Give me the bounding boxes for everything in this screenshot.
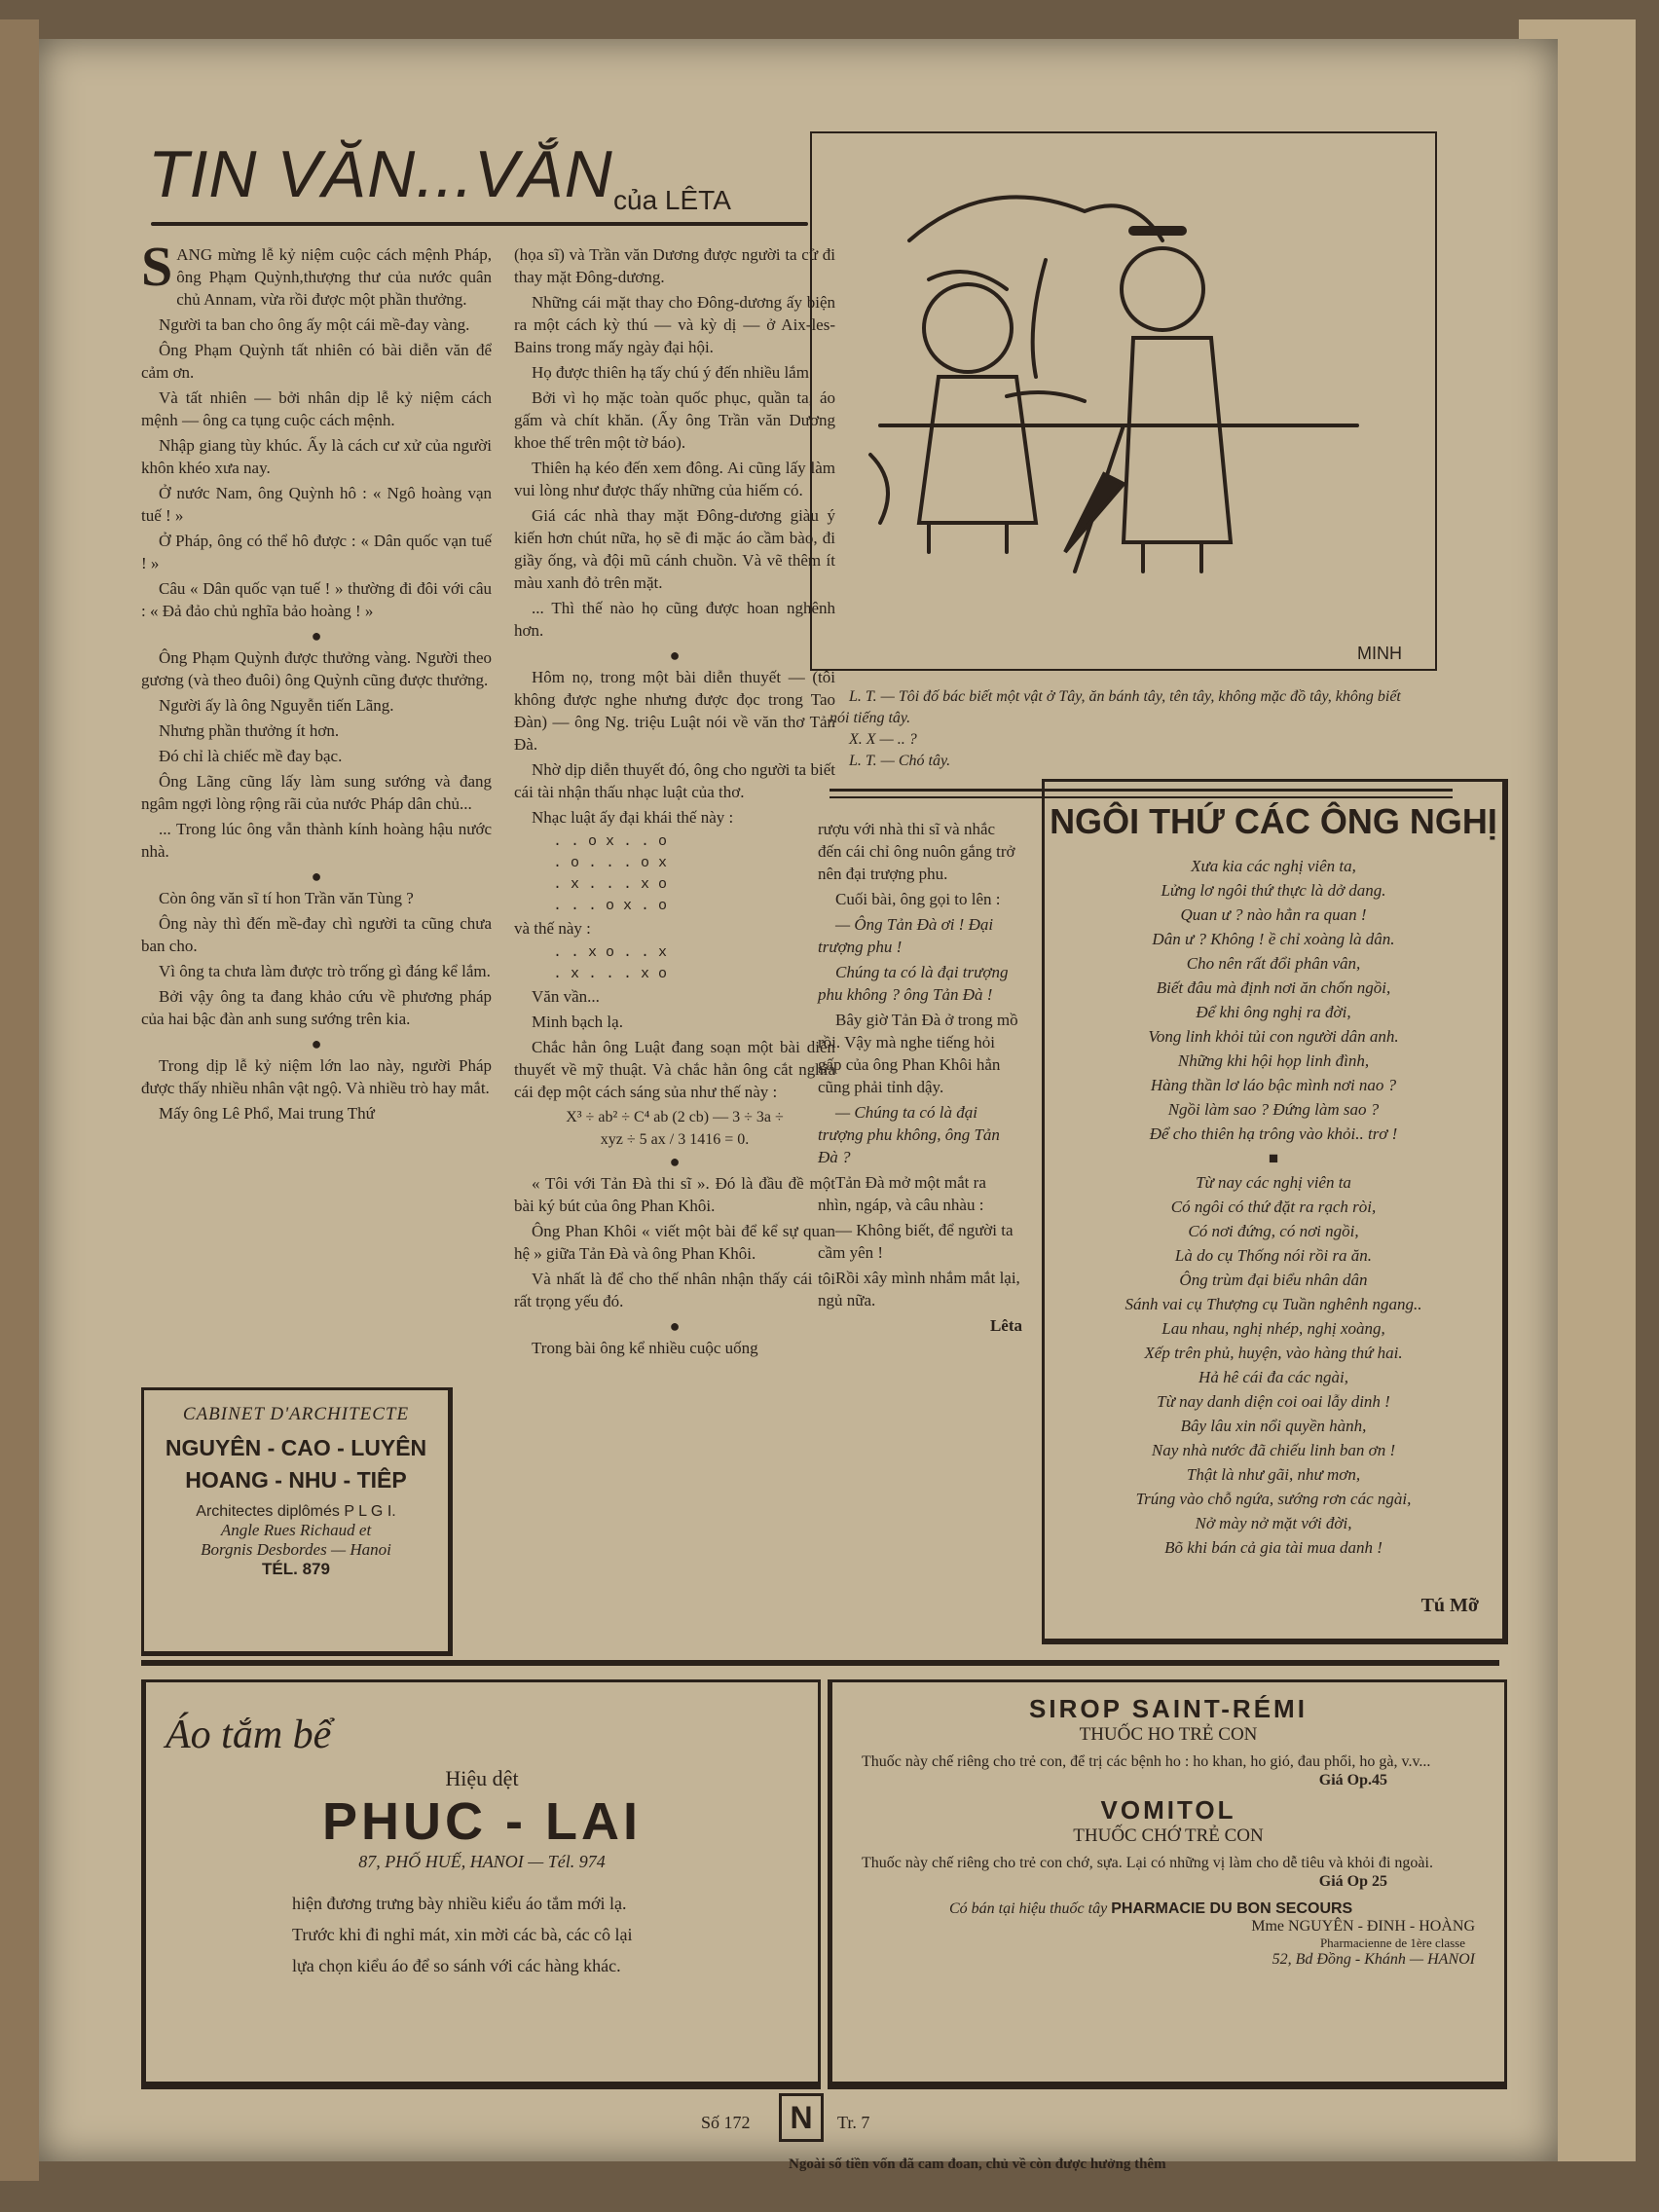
paragraph: và thế này : [514,919,591,938]
poem-line: Trúng vào chỗ ngứa, sướng rơn các ngài, [1135,1490,1412,1508]
paragraph: Ông Phạm Quỳnh tất nhiên có bài diễn văn để cảm ơn. [141,341,492,382]
paragraph: « Tôi với Tản Đà thi sĩ ». Đó là đầu đề một bài ký bút của ông Phan Khôi. [514,1174,835,1215]
poem-title: NGÔI THỨ CÁC ÔNG NGHỊ [1050,801,1497,841]
ad-address: 87, PHỐ HUẾ, HANOI — Tél. 974 [358,1852,606,1871]
paragraph: Đó chỉ là chiếc mề đay bạc. [159,747,343,765]
newspaper-page [39,39,1558,2172]
paragraph: Những cái mặt thay cho Đông-dương ấy biện ra một cách kỳ thú — và kỳ dị — ở Aix-les-Bains trong mấy ngày đại hội. [514,293,835,356]
ad-body [292,1888,759,1981]
poem-box [1042,779,1508,1644]
paragraph: Ông này thì đến mề-đay chì người ta cũng chưa ban cho. [141,914,492,955]
dropcap: S [141,235,173,298]
section-dot: ● [669,1152,681,1171]
pharmacy-address: 52, Bd Đồng - Khánh — HANOI [1272,1951,1475,1968]
paragraph: — Ông Tản Đà ơi ! Đại trượng phu ! [818,915,994,956]
sold-at: Có bán tại hiệu thuốc tây [949,1900,1108,1917]
paragraph: Văn vần... [532,987,600,1006]
paragraph: rượu với nhà thi sĩ và nhắc đến cái chỉ ông nuôn gắng trở nên đại trượng phu. [818,820,1015,883]
paragraph: Nhờ dịp diễn thuyết đó, ông cho người ta biết cái tài nhận thấu nhạc luật của thơ. [514,760,835,801]
poem-line: Ngồi làm sao ? Đứng làm sao ? [1167,1100,1380,1119]
ad-sub: Hiệu dệt [445,1766,519,1790]
next-page-strip: Ngoài số tiền vốn đã cam đoan, chủ về còn được hưởng thêm [789,2157,1166,2172]
page-number: Tr. 7 [837,2113,870,2132]
poem-line: Hả hê cái đa các ngài, [1198,1368,1348,1386]
paragraph: Ông Phạm Quỳnh được thưởng vàng. Người theo gương (và theo đuôi) ông Quỳnh cũng được thưởng. [141,648,492,689]
paragraph: ANG mừng lễ kỷ niệm cuộc cách mệnh Pháp, ông Phạm Quỳnh,thượng thư của nước quân chủ Annam, vừa rồi được một phần thưởng. [176,245,492,309]
paragraph: ... Thì thế nào họ cũng được hoan nghênh hơn. [514,599,835,640]
product-title: VOMITOL [1100,1795,1236,1825]
product-price: Giá Op.45 [1318,1772,1387,1788]
article-column-2 [514,243,835,1362]
column-byline: của LÊTA [613,185,731,215]
cartoon-frame [810,131,1437,671]
formula: xyz ÷ 5 ax / 3 1416 = 0. [600,1131,750,1148]
pattern-line: . o . . . o x [553,855,668,871]
paragraph: Ở Pháp, ông có thể hô được : « Dân quốc vạn tuế ! » [141,532,492,572]
cartoon-caption [830,686,1414,772]
poem-line: Sánh vai cụ Thượng cụ Tuần nghênh ngang.. [1124,1295,1422,1313]
product-desc: Thuốc này chế riêng cho trẻ con, để trị các bệnh ho : ho khan, ho gió, đau phổi, ho gà, v.v... [862,1753,1431,1770]
product-sub: THUỐC HO TRẺ CON [1079,1724,1258,1745]
paragraph: Tản Đà mở một mắt ra nhìn, ngáp, và câu nhàu : [818,1173,986,1214]
ad-line: hiện đương trưng bày nhiều kiểu áo tắm mới lạ. [292,1894,627,1913]
poem-stanza [1045,854,1502,1560]
cartoon-drawing [812,133,1435,669]
paragraph: Hôm nọ, trong một bài diễn thuyết — (tôi không được nghe nhưng được đọc trong Tao Đàn) — ông Ng. triệu Luật nói về văn thơ Tản Đà. [514,668,835,754]
poem-line: Lau nhau, nghị nhép, nghị xoàng, [1161,1319,1385,1338]
ad-script-title: Áo tắm bể [166,1713,332,1757]
section-rule [141,1660,1499,1666]
formula: X³ ÷ ab² ÷ C⁴ ab (2 cb) — 3 ÷ 3a ÷ [566,1109,784,1125]
poem-line: Vong linh khỏi tủi con người dân anh. [1148,1027,1399,1046]
caption-line: L. T. — Tôi đố bác biết một vật ở Tây, ăn bánh tây, tên tây, không mặc đồ tây, không biết nói tiếng tây. [830,688,1401,726]
paragraph: Họ được thiên hạ tấy chú ý đến nhiều lắm. [532,363,814,382]
section-dot: ● [669,1316,681,1336]
poem-line: Cho nên rất đổi phân vân, [1186,954,1361,973]
poem-line: Để khi ông nghị ra đời, [1196,1003,1351,1021]
product-title: SIROP SAINT-RÉMI [1029,1694,1308,1723]
section-dot: ● [311,1034,322,1053]
poem-line: Quan ư ? nào hẳn ra quan ! [1180,905,1367,924]
poem-line: Có ngôi có thứ đặt ra rạch ròi, [1170,1198,1377,1216]
poem-line: Xếp trên phủ, huyện, vào hàng thứ hai. [1144,1344,1403,1362]
pattern-line: . x . . . x o [553,876,668,893]
product-sub: THUỐC CHỚ TRẺ CON [1073,1825,1264,1846]
poem-line: Nở mày nở mặt với đời, [1195,1514,1352,1532]
poem-line: Bõ khi bán cả gia tài mua danh ! [1164,1538,1382,1557]
caption-line: L. T. — Chó tây. [849,753,951,769]
paragraph: Người ấy là ông Nguyễn tiến Lãng. [159,696,394,715]
poem-line: Thật là như gãi, như mơn, [1186,1465,1361,1484]
poem-line: Biết đâu mà định nơi ăn chốn ngồi, [1156,978,1391,997]
paragraph: Trong bài ông kể nhiều cuộc uống [532,1339,758,1357]
pharmacist-name: Mme NGUYÊN - ĐINH - HOÀNG [1251,1918,1475,1935]
paragraph: — Chúng ta có là đại trượng phu không, ông Tản Đà ? [818,1103,1000,1166]
poem-line: Là do cụ Thống nói rồi ra ăn. [1174,1246,1373,1265]
ad-phone: TÉL. 879 [262,1560,330,1578]
paragraph: Còn ông văn sĩ tí hon Trần văn Tùng ? [159,889,414,907]
pattern-line: . . o x . . o [553,833,668,850]
poem-line: Để cho thiên hạ trông vào khỏi.. trơ ! [1149,1124,1398,1143]
architect-name: NGUYÊN - CAO - LUYÊN [165,1435,427,1460]
paragraph: Câu « Dân quốc vạn tuế ! » thường đi đôi với câu : « Đả đảo chủ nghĩa bảo hoàng ! » [141,579,492,620]
product-desc: Thuốc này chế riêng cho trẻ con chớ, sựa. Lại có những vị làm cho dễ tiêu và khỏi đi ngoài. [862,1855,1433,1871]
section-dot: ● [669,645,681,665]
poem-line: Những khi hội họp linh đình, [1177,1051,1370,1070]
section-dot: ■ [1268,1149,1279,1167]
pharmacy-name: PHARMACIE DU BON SECOURS [1111,1900,1353,1917]
poem-line: Nay nhà nước đã chiếu linh ban ơn ! [1151,1441,1396,1459]
poem-line: Hàng thần lơ láo bậc mình nơi nao ? [1150,1076,1397,1094]
paragraph: — Không biết, để người ta cầm yên ! [818,1221,1014,1262]
poem-line: Có nơi đứng, có nơi ngồi, [1188,1222,1359,1240]
poem-line: Ông trùm đại biểu nhân dân [1179,1271,1368,1289]
paragraph: Vì ông ta chưa làm được trò trống gì đáng kể lắm. [159,962,491,980]
publication-logo: N [779,2093,824,2142]
product-price: Giá Op 25 [1318,1873,1387,1890]
paragraph: Ông Lãng cũng lấy làm sung sướng và đang ngâm ngợi lòng rộng rãi của nước Pháp dân chủ... [141,772,492,813]
paragraph: Trong dịp lễ kỷ niệm lớn lao này, người Pháp được thấy nhiều nhân vật ngộ. Và nhiều trò hay mắt. [141,1056,492,1097]
artist-signature: MINH [1357,644,1402,663]
paragraph: Giá các nhà thay mặt Đông-dương giàu ý kiến hơn chút nữa, họ sẽ đi mặc áo cầm bào, đi giầy ống, và đội mũ cánh chuồn. Và vẽ thêm ít màu xanh đỏ trên mặt. [514,506,835,592]
paragraph: Thiên hạ kéo đến xem đông. Ai cũng lấy làm vui lòng như được thấy những của hiếm có. [514,459,835,499]
paragraph: Và tất nhiên — bởi nhân dịp lễ kỷ niệm cách mệnh — ông ca tụng cuộc cách mệnh. [141,388,492,429]
phuclai-ad [141,1679,821,2089]
paragraph: Chắc hẳn ông Luật đang soạn một bài diễn thuyết về mỹ thuật. Và chắc hẳn ông cắt nghĩa cái đẹp một cách sáng sủa như thế này : [514,1038,835,1101]
issue-number: Số 172 [701,2113,751,2132]
ad-brand: PHUC - LAI [322,1792,642,1851]
column-title: TIN VĂN...VẮN [148,137,613,211]
paragraph: Ở nước Nam, ông Quỳnh hô : « Ngô hoàng vạn tuế ! » [141,484,492,525]
paragraph: Bây giờ Tản Đà ở trong mồ rồi. Vậy mà nghe tiếng hỏi gấp của ông Phan Khôi hẳn cũng phải tỉnh dậy. [818,1011,1018,1096]
paragraph: Và nhất là để cho thế nhân nhận thấy cái tôi rất trọng yếu đó. [514,1270,835,1310]
paragraph: Bởi vậy ông ta đang khảo cứu về phương pháp của hai bậc đàn anh sung sướng trên kia. [141,987,492,1028]
paragraph: (họa sĩ) và Trần văn Dương được người ta cử đi thay mặt Đông-dương. [514,245,835,286]
masthead-rule [151,222,808,226]
pharmacist-title: Pharmacienne de 1ère classe [1319,1936,1465,1950]
pattern-line: . . . o x . o [553,898,668,914]
ad-line: Trước khi đi nghỉ mát, xin mời các bà, các cô lại [292,1925,633,1944]
rhythm-pattern [514,831,835,917]
article-column-3 [818,818,1022,1337]
caption-line: X. X — .. ? [849,731,917,748]
paragraph: Nhạc luật ấy đại khái thế này : [532,808,734,827]
poem-line: Xưa kia các nghị viên ta, [1191,857,1356,875]
ad-line: Architectes diplômés P L G I. [196,1503,396,1520]
paragraph: Mấy ông Lê Phổ, Mai trung Thứ [159,1104,375,1123]
poem-author: Tú Mỡ [1420,1595,1479,1616]
ad-line: Borgnis Desbordes — Hanoi [201,1540,391,1559]
poem-line: Từ nay các nghị viên ta [1196,1173,1351,1192]
book-binding [0,19,39,2181]
poem-line: Lửng lơ ngôi thứ thực là dở dang. [1161,881,1386,900]
architect-ad [141,1387,453,1656]
section-dot: ● [311,626,322,645]
poem-line: Dân ư ? Không ! ề chỉ xoàng là dân. [1152,930,1395,948]
paragraph: Chúng ta có là đại trượng phu không ? ông Tản Đà ! [818,963,1009,1004]
pattern-line: . x . . . x o [553,966,668,982]
poem-line: Từ nay danh diện coi oai lẫy dinh ! [1157,1392,1390,1411]
paragraph: Nhưng phần thưởng ít hơn. [159,721,340,740]
paragraph: Nhập giang tùy khúc. Ấy là cách cư xử của người khôn khéo xưa nay. [141,436,492,477]
paragraph: ... Trong lúc ông vẫn thành kính hoàng hậu nước nhà. [141,820,492,861]
paragraph: Ông Phan Khôi « viết một bài để kể sự quan hệ » giữa Tản Đà và ông Phan Khôi. [514,1222,835,1263]
rhythm-pattern [514,942,835,985]
retailer-line [949,1900,1481,1918]
paragraph: Người ta ban cho ông ấy một cái mề-đay vàng. [159,315,470,334]
poem-line: Bây lâu xin nổi quyền hành, [1180,1417,1367,1435]
author-signature: Lêta [989,1316,1022,1335]
paragraph: Bởi vì họ mặc toàn quốc phục, quần ta, áo gấm và chít khăn. (Ấy ông Trần văn Dương khoe thế trên một tờ báo). [514,388,835,452]
section-dot: ● [311,866,322,886]
ad-title: CABINET D'ARCHITECTE [182,1404,410,1424]
ad-line: lựa chọn kiểu áo để so sánh với các hàng khác. [292,1956,621,1975]
paragraph: Minh bạch lạ. [532,1013,623,1031]
pattern-line: . . x o . . x [553,944,668,961]
paragraph: Rồi xây mình nhắm mắt lại, ngủ nữa. [818,1269,1020,1309]
architect-name: HOANG - NHU - TIÊP [185,1467,407,1493]
ad-line: Angle Rues Richaud et [220,1521,372,1539]
paragraph: Cuối bài, ông gọi to lên : [835,890,1001,908]
pharmacy-ad [828,1679,1507,2089]
article-column-1 [141,235,492,1127]
